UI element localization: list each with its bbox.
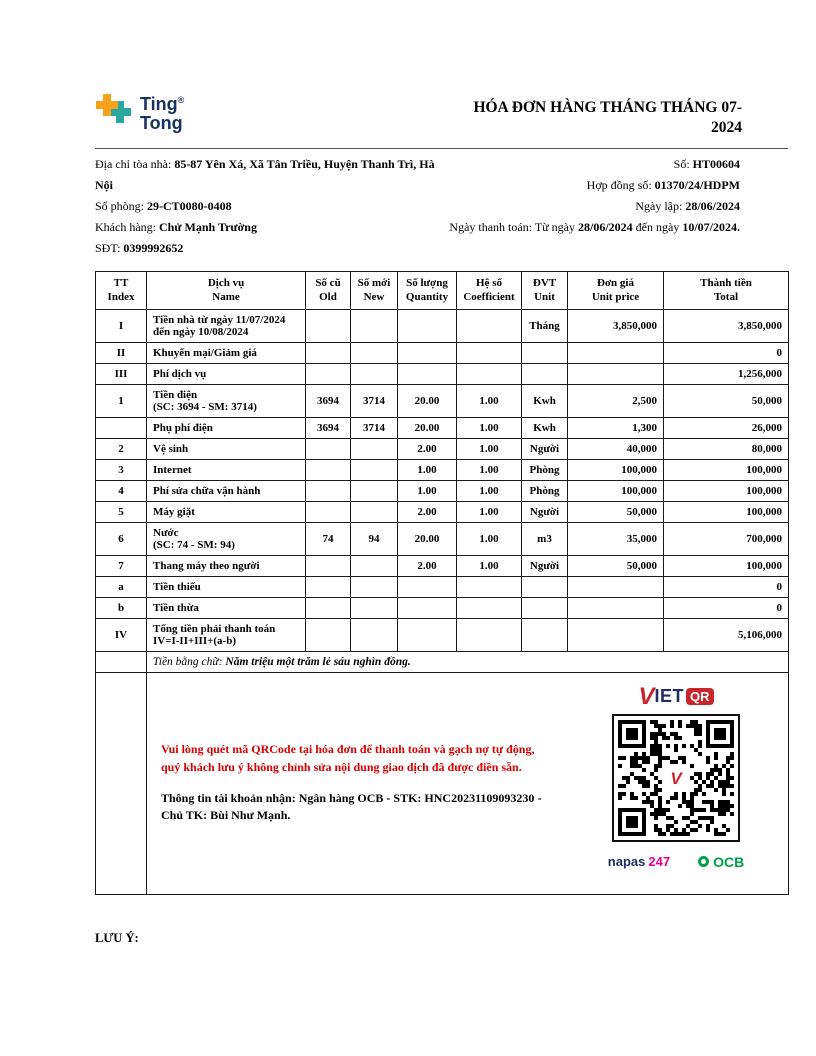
cell-new-reading [351,555,398,576]
table-row [96,309,789,342]
table-row [96,342,789,363]
cell-old-reading [306,597,351,618]
cell-service-name: Tiền nhà từ ngày 11/07/2024 đến ngày 10/08/2024 [147,309,306,342]
vietqr-v-mark: V [638,682,655,710]
cell-index: II [96,342,147,363]
cell-quantity [398,342,457,363]
cell-total: 50,000 [664,384,789,417]
table-header-row [96,271,789,309]
table-row [96,417,789,438]
cell-unit [522,342,568,363]
table-row [96,597,789,618]
cell-new-reading: 94 [351,522,398,555]
table-footer [96,651,789,894]
cell-unit [522,618,568,651]
cell-old-reading [306,501,351,522]
cell-coefficient [457,576,522,597]
issue-date: Ngày lập: 28/06/2024 [635,198,740,213]
cell-new-reading [351,576,398,597]
table-row [96,576,789,597]
payment-period: Ngày thanh toán: Từ ngày 28/06/2024 đến ngày 10/07/2024. [449,219,740,234]
cell-quantity: 20.00 [398,522,457,555]
cell-service-name: Tiền thiếu [147,576,306,597]
cell-quantity: 1.00 [398,480,457,501]
invoice-number: Số: HT00604 [673,156,740,171]
cell-index: 6 [96,522,147,555]
cell-unit: Tháng [522,309,568,342]
cell-unit-price [568,342,664,363]
table-row [96,384,789,417]
bank-logos [608,854,744,870]
tingtong-logo-text: Ting® Tong [140,94,185,133]
cell-coefficient: 1.00 [457,384,522,417]
table-row [96,363,789,384]
tingtong-logo-icon [95,92,133,135]
cell-quantity [398,618,457,651]
cell-new-reading [351,597,398,618]
cell-coefficient [457,363,522,384]
table-row [96,438,789,459]
cell-unit-price: 100,000 [568,459,664,480]
column-header: Thành tiền Total [664,271,789,309]
cell-total: 100,000 [664,501,789,522]
cell-total: 26,000 [664,417,789,438]
cell-coefficient: 1.00 [457,459,522,480]
cell-new-reading: 3714 [351,384,398,417]
cell-old-reading [306,555,351,576]
invoice-content [95,92,788,946]
cell-new-reading [351,309,398,342]
cell-total: 100,000 [664,555,789,576]
cell-coefficient: 1.00 [457,417,522,438]
cell-old-reading [306,576,351,597]
cell-service-name: Khuyến mại/Giảm giá [147,342,306,363]
cell-service-name: Tổng tiền phải thanh toán IV=I-II+III+(a-b) [147,618,306,651]
empty-cell [96,651,147,672]
cell-unit-price: 2,500 [568,384,664,417]
cell-total: 700,000 [664,522,789,555]
cell-quantity [398,363,457,384]
cell-unit [522,363,568,384]
cell-quantity: 1.00 [398,459,457,480]
cell-coefficient [457,342,522,363]
cell-unit-price: 100,000 [568,480,664,501]
cell-service-name: Phí sửa chữa vận hành [147,480,306,501]
cell-index: 3 [96,459,147,480]
cell-old-reading [306,342,351,363]
ocb-logo: OCB [698,854,744,870]
document-title: HÓA ĐƠN HÀNG THÁNG THÁNG 07-2024 [473,99,742,137]
invoice-info-left [95,154,445,259]
svg-text:V: V [670,768,682,788]
cell-total: 100,000 [664,459,789,480]
cell-new-reading [351,501,398,522]
payment-instructions [153,677,570,890]
cell-coefficient: 1.00 [457,522,522,555]
column-header: Đơn giá Unit price [568,271,664,309]
cell-unit [522,597,568,618]
cell-old-reading: 3694 [306,417,351,438]
invoice-info-right [445,154,788,259]
cell-old-reading [306,363,351,384]
cell-index: 5 [96,501,147,522]
cell-unit-price [568,576,664,597]
cell-old-reading: 3694 [306,384,351,417]
table-row [96,459,789,480]
cell-unit-price [568,363,664,384]
cell-service-name: Phụ phí điện [147,417,306,438]
cell-unit: Phòng [522,480,568,501]
cell-service-name: Thang máy theo người [147,555,306,576]
room-number: Số phòng: 29-CT0080-0408 [95,198,232,213]
table-row [96,555,789,576]
cell-service-name: Tiền thừa [147,597,306,618]
cell-index: a [96,576,147,597]
column-header: Số lượng Quantity [398,271,457,309]
invoice-table [95,271,789,895]
cell-quantity [398,597,457,618]
cell-quantity [398,576,457,597]
qr-warning-text: Vui lòng quét mã QRCode tại hóa đơn để thanh toán và gạch nợ tự động, quý khách lưu ý không chỉnh sửa nội dung giao dịch đã được điền sẵn. [161,742,535,774]
cell-old-reading [306,480,351,501]
customer-phone: SĐT: 0399992652 [95,240,184,255]
column-header: Dịch vụ Name [147,271,306,309]
cell-total: 0 [664,576,789,597]
column-header: Số cũ Old [306,271,351,309]
cell-index: III [96,363,147,384]
cell-new-reading [351,438,398,459]
payment-row [96,672,789,894]
cell-index: 4 [96,480,147,501]
account-info: Thông tin tài khoản nhận: Ngân hàng OCB - STK: HNC20231109093230 - Chủ TK: Bùi Như Mạnh. [161,791,542,823]
cell-unit-price: 3,850,000 [568,309,664,342]
cell-new-reading [351,363,398,384]
cell-unit-price [568,618,664,651]
column-header: ĐVT Unit [522,271,568,309]
qr-code [612,714,740,842]
cell-coefficient: 1.00 [457,555,522,576]
cell-unit-price: 50,000 [568,501,664,522]
cell-unit-price: 50,000 [568,555,664,576]
cell-coefficient [457,597,522,618]
header-divider [95,148,788,149]
cell-service-name: Phí dịch vụ [147,363,306,384]
building-address: Địa chỉ tòa nhà: 85-87 Yên Xá, Xã Tân Triều, Huyện Thanh Trì, Hà Nội [95,156,435,192]
cell-old-reading: 74 [306,522,351,555]
cell-unit: Kwh [522,417,568,438]
cell-index: 7 [96,555,147,576]
cell-quantity: 20.00 [398,384,457,417]
cell-total: 5,106,000 [664,618,789,651]
cell-quantity: 20.00 [398,417,457,438]
cell-unit: Người [522,501,568,522]
cell-quantity [398,309,457,342]
ocb-icon [698,856,709,867]
cell-service-name: Vệ sinh [147,438,306,459]
note-label: LƯU Ý: [95,930,139,945]
cell-total: 0 [664,342,789,363]
amount-in-words: Tiền bằng chữ: Năm triệu một trăm lẻ sáu nghìn đồng. [147,651,789,672]
cell-service-name: Máy giặt [147,501,306,522]
cell-coefficient: 1.00 [457,480,522,501]
column-header: TT Index [96,271,147,309]
table-row [96,501,789,522]
table-row [96,480,789,501]
cell-quantity: 2.00 [398,555,457,576]
invoice-info [95,154,788,259]
contract-number: Hợp đồng số: 01370/24/HDPM [586,177,740,192]
cell-service-name: Internet [147,459,306,480]
cell-index: 1 [96,384,147,417]
cell-quantity: 2.00 [398,438,457,459]
cell-service-name: Nước (SC: 74 - SM: 94) [147,522,306,555]
cell-unit: m3 [522,522,568,555]
cell-unit: Người [522,438,568,459]
cell-total: 0 [664,597,789,618]
cell-index: IV [96,618,147,651]
cell-unit: Phòng [522,459,568,480]
napas-logo: napas 247 [607,854,671,869]
cell-coefficient [457,618,522,651]
cell-unit-price: 35,000 [568,522,664,555]
cell-total: 100,000 [664,480,789,501]
header-bar [95,92,788,139]
amount-in-words-row [96,651,789,672]
cell-old-reading [306,309,351,342]
table-row [96,618,789,651]
qr-panel [570,677,782,890]
cell-unit: Người [522,555,568,576]
cell-old-reading [306,618,351,651]
cell-new-reading [351,480,398,501]
cell-index: b [96,597,147,618]
cell-new-reading [351,618,398,651]
cell-old-reading [306,438,351,459]
customer-name: Khách hàng: Chử Mạnh Trường [95,219,257,234]
cell-service-name: Tiền điện (SC: 3694 - SM: 3714) [147,384,306,417]
payment-cell [147,672,789,894]
cell-index: I [96,309,147,342]
vietqr-logo: V IET QR [638,685,713,709]
cell-unit-price [568,597,664,618]
cell-new-reading [351,342,398,363]
cell-total: 80,000 [664,438,789,459]
cell-new-reading: 3714 [351,417,398,438]
cell-coefficient: 1.00 [457,438,522,459]
empty-cell [96,672,147,894]
cell-new-reading [351,459,398,480]
cell-unit: Kwh [522,384,568,417]
cell-total: 3,850,000 [664,309,789,342]
table-row [96,522,789,555]
cell-index: 2 [96,438,147,459]
tingtong-logo [95,92,184,135]
cell-total: 1,256,000 [664,363,789,384]
registered-mark: ® [177,95,185,106]
cell-quantity: 2.00 [398,501,457,522]
cell-unit-price: 1,300 [568,417,664,438]
cell-coefficient [457,309,522,342]
cell-old-reading [306,459,351,480]
cell-unit [522,576,568,597]
cell-index [96,417,147,438]
column-header: Hệ số Coefficient [457,271,522,309]
column-header: Số mới New [351,271,398,309]
table-body [96,309,789,651]
cell-unit-price: 40,000 [568,438,664,459]
cell-coefficient: 1.00 [457,501,522,522]
